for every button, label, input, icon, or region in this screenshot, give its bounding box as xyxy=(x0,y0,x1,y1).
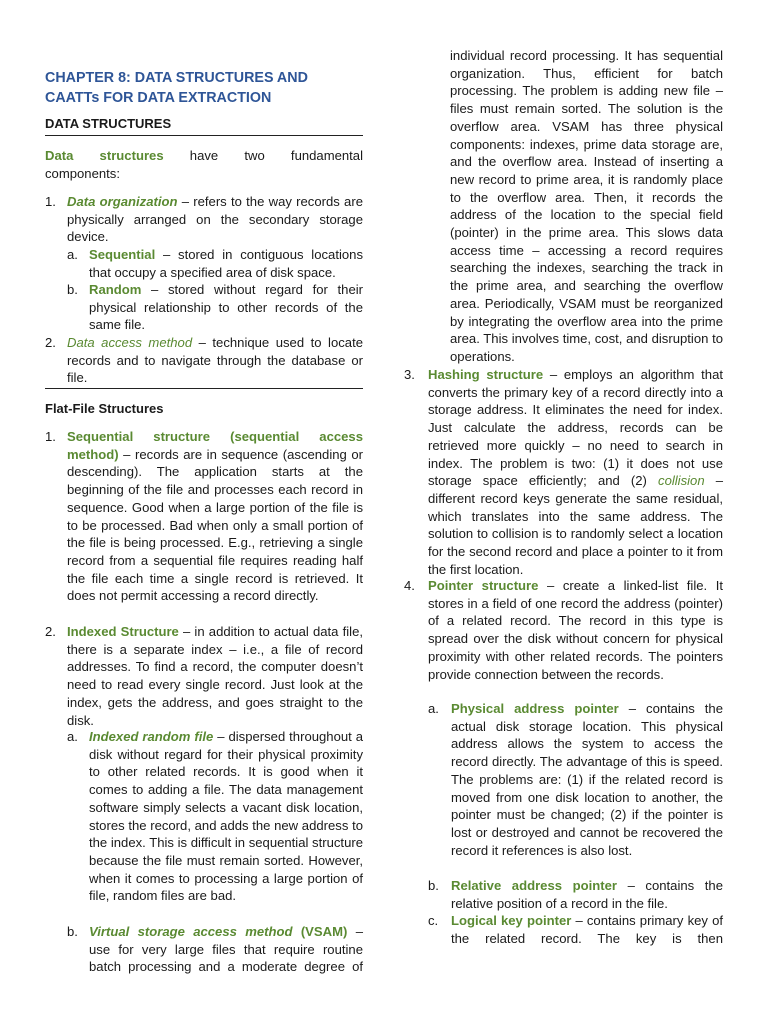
section-heading-data-structures: DATA STRUCTURES xyxy=(45,116,172,131)
vsam-continuation: individual record processing. It has sequential organization. Thus, efficient for batch processing. The problem is adding new file – files must remain sorted. The solution is the overflow area. VSAM has three physical components: indexes, prime data storage are, and the overflow area. Instead of inserting a new record to prime area, it is randomly place to the overflow area. Then, it records the address of the location to the special field (pointer) in the prime area. This slows data access time – accessing a record requires searching the indexes, searching the track in the prime area, and searching the overflow area. Periodically, VSAM must be reorganized by integrating the overflow area into the prime area. This involves time, cost, and disruption to operations. xyxy=(450,48,723,364)
section-heading-flat-file: Flat-File Structures xyxy=(45,401,164,416)
term-data-structures: Data structures xyxy=(45,148,164,163)
divider xyxy=(45,135,363,136)
divider xyxy=(45,388,363,389)
chapter-title-line-2: CAATTs FOR DATA EXTRACTION xyxy=(45,90,272,106)
chapter-title-line-1: CHAPTER 8: DATA STRUCTURES AND xyxy=(45,70,308,86)
chapter-title xyxy=(45,68,363,108)
intro-paragraph: Data structures have two fundamental components: xyxy=(45,148,363,181)
